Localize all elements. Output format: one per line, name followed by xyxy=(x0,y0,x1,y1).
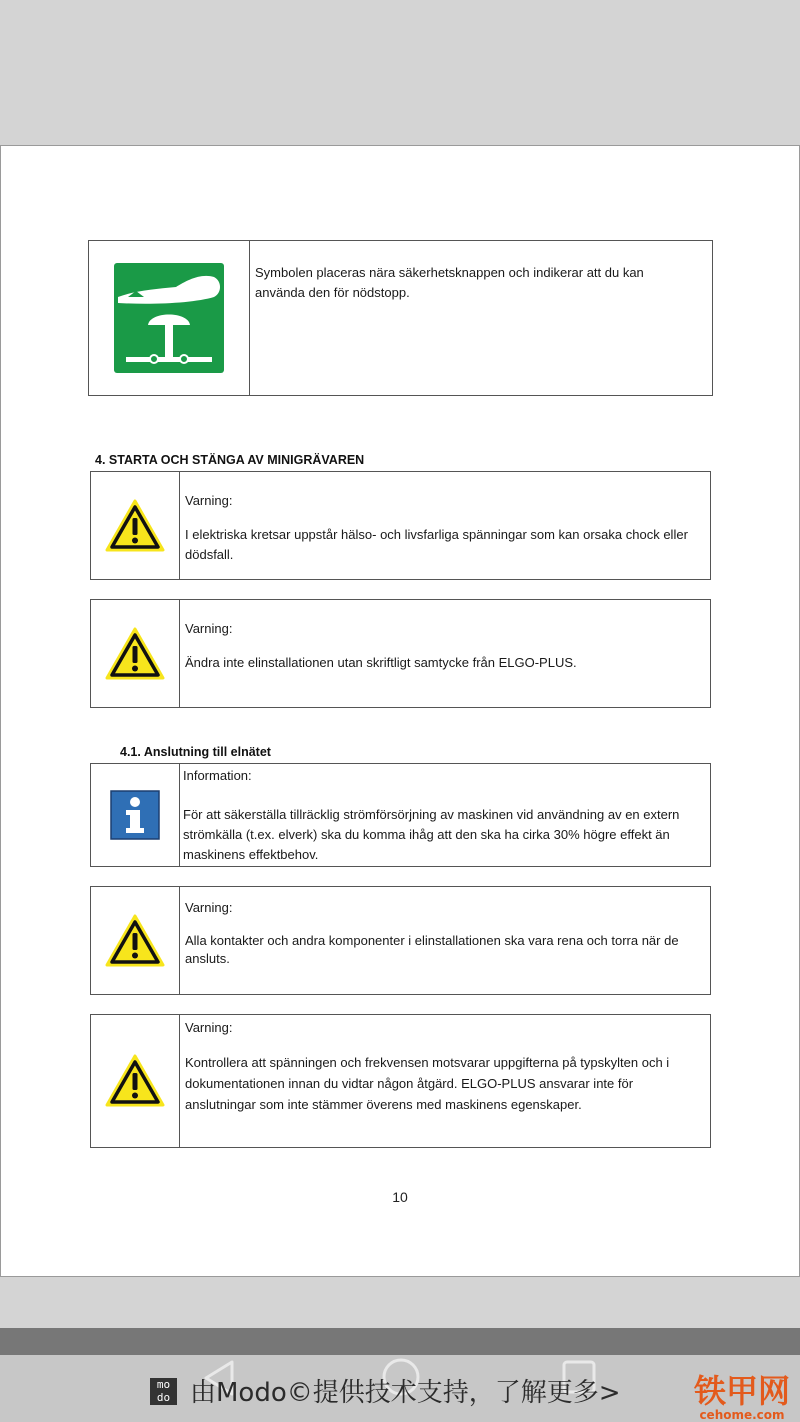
bottom-strip xyxy=(0,1328,800,1355)
warning-icon-cell xyxy=(91,600,180,707)
warning-icon-cell xyxy=(91,887,180,994)
info-icon-cell xyxy=(91,764,180,866)
warning-box-3 xyxy=(90,886,711,995)
provider-link[interactable] xyxy=(190,1372,621,1409)
warning-text: I elektriska kretsar uppstår hälso- och livsfarliga spänningar som kan orsaka chock eller dödsfall. xyxy=(185,527,688,562)
emergency-text: Symbolen placeras nära säkerhetsknappen och indikerar att du kan använda den för nödstopp. xyxy=(255,265,644,300)
emergency-text-cell xyxy=(250,241,712,395)
emergency-stop-box xyxy=(88,240,713,396)
warning-text: Ändra inte elinstallationen utan skriftligt samtycke från ELGO-PLUS. xyxy=(185,655,577,670)
site-watermark xyxy=(694,1366,790,1422)
emergency-stop-icon xyxy=(114,263,224,373)
warning-triangle-icon xyxy=(105,914,165,968)
emergency-icon-cell xyxy=(89,241,250,395)
info-label: Information: xyxy=(183,768,252,783)
warning-icon-cell xyxy=(91,1015,180,1147)
warning-box-4 xyxy=(90,1014,711,1148)
section-4-heading: 4. STARTA OCH STÄNGA AV MINIGRÄVAREN xyxy=(95,453,365,467)
warning-label: Varning: xyxy=(185,621,233,636)
warning-icon-cell xyxy=(91,472,180,579)
warning-text-cell xyxy=(180,887,710,994)
warning-triangle-icon xyxy=(105,1054,165,1108)
warning-text: Kontrollera att spänningen och frekvensen motsvarar uppgifterna på typskylten och i dokumentationen innan du vidtar någon åtgärd. ELGO-PLUS ansvarar inte för anslutningar som inte stämmer överens med maskinens egenskaper. xyxy=(185,1055,670,1112)
warning-triangle-icon xyxy=(105,627,165,681)
info-text: För att säkerställa tillräcklig strömförsörjning av maskinen vid användning av en extern strömkälla (t.ex. elverk) ska du komma ihåg att den ska ha cirka 30% högre effekt än maskinens effektbehov. xyxy=(183,807,680,862)
watermark-text: 铁甲网 xyxy=(693,1372,790,1410)
warning-text-cell xyxy=(180,600,595,707)
warning-box-1 xyxy=(90,471,711,580)
page-number: 10 xyxy=(392,1189,408,1205)
warning-text-cell xyxy=(180,472,710,579)
warning-label: Varning: xyxy=(185,1020,233,1035)
warning-text: Alla kontakter och andra komponenter i elinstallationen ska vara rena och torra när de ansluts. xyxy=(185,933,679,966)
warning-triangle-icon xyxy=(105,499,165,553)
warning-box-2 xyxy=(90,599,711,708)
info-text-cell xyxy=(180,764,710,866)
warning-label: Varning: xyxy=(185,900,233,915)
warning-label: Varning: xyxy=(185,493,233,508)
info-box xyxy=(90,763,711,867)
watermark-domain: cehome.com xyxy=(699,1408,785,1422)
information-icon xyxy=(110,790,160,840)
section-4-1-heading: 4.1. Anslutning till elnätet xyxy=(120,745,271,759)
provider-text: 由Modo©提供技术支持，了解更多> xyxy=(190,1378,621,1408)
warning-text-cell xyxy=(180,1015,710,1147)
modo-logo: mo do xyxy=(150,1378,177,1405)
